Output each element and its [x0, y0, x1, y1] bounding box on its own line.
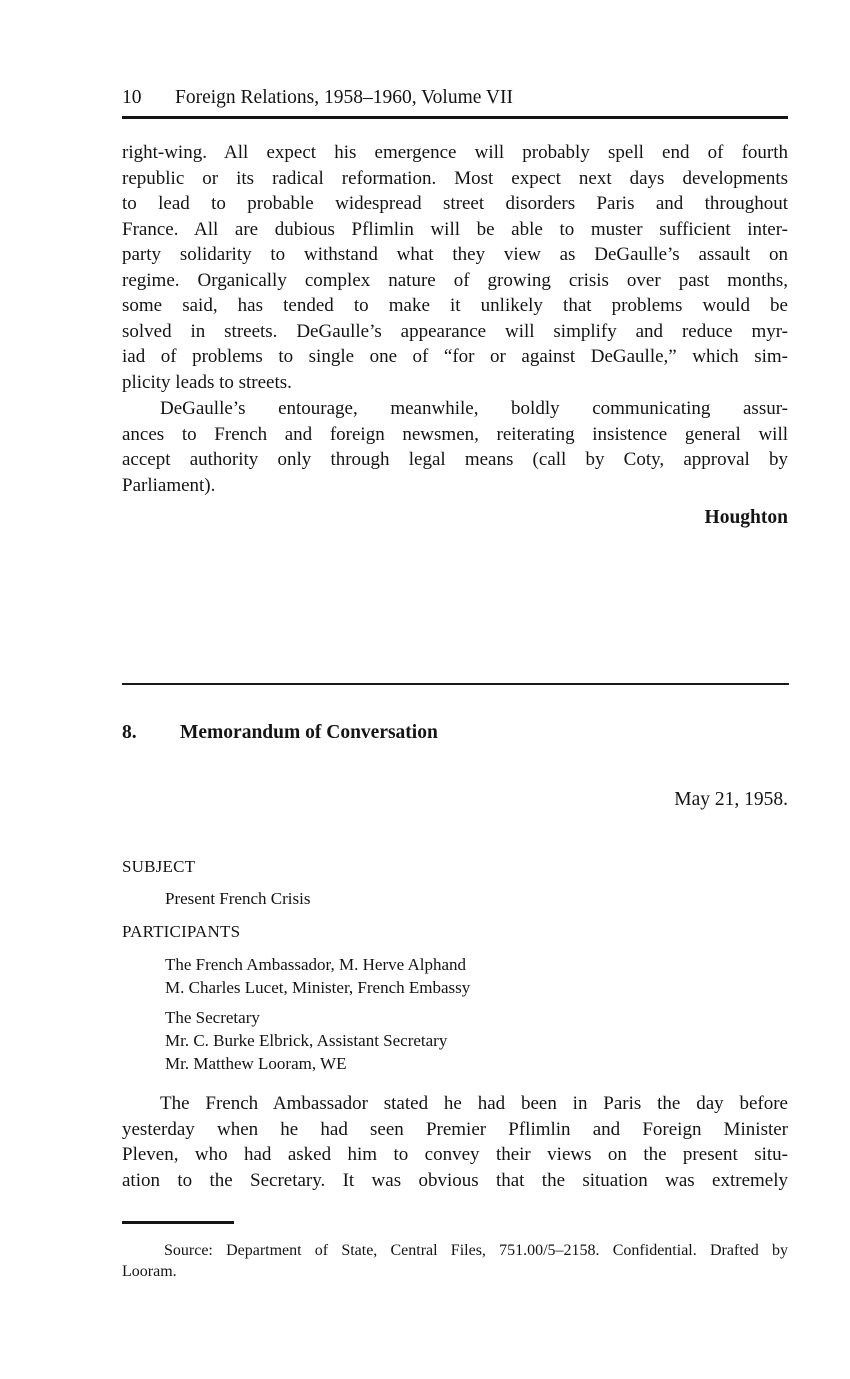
text-line: France. All are dubious Pflimlin will be able to muster sufficient inter-: [122, 218, 788, 240]
text-line: M. Charles Lucet, Minister, French Embassy: [165, 978, 471, 997]
body-paragraph: [122, 1091, 788, 1193]
text-line: plicity leads to streets.: [122, 371, 292, 393]
text-line: to lead to probable widespread street disorders Paris and throughout: [122, 193, 788, 214]
subject-label: SUBJECT: [122, 857, 196, 876]
document-heading: [122, 722, 788, 744]
text-line: yesterday when he had seen Premier Pflimlin and Foreign Minister: [122, 1118, 788, 1140]
participants-label: PARTICIPANTS: [122, 922, 241, 941]
participants-group-french: [165, 953, 765, 999]
text-line: Mr. Matthew Looram, WE: [165, 1054, 347, 1073]
text-line: Parliament).: [122, 474, 216, 496]
text-line: accept authority only through legal means (call by Coty, approval by: [122, 449, 788, 470]
text-line: some said, has tended to make it unlikely that problems would be: [122, 295, 788, 316]
signature-name: Houghton: [704, 507, 788, 528]
second-paragraph: [122, 396, 788, 498]
running-header: [122, 87, 788, 109]
continuation-paragraph: [122, 140, 788, 395]
text-line: solved in streets. DeGaulle’s appearance will simplify and reduce myr-: [122, 320, 788, 342]
text-line: Mr. C. Burke Elbrick, Assistant Secretary: [165, 1031, 448, 1050]
document-title: Memorandum of Conversation: [180, 722, 438, 743]
text-line: The French Ambassador stated he had been in Paris the day before: [160, 1093, 788, 1114]
text-line: ances to French and foreign newsmen, reiterating insistence general will: [122, 423, 788, 445]
text-line: DeGaulle’s entourage, meanwhile, boldly communicating assur-: [160, 398, 788, 419]
participants-group-us: [165, 1006, 765, 1075]
text-line: iad of problems to single one of “for or against DeGaulle,” which sim-: [122, 346, 788, 367]
volume-title: Foreign Relations, 1958–1960, Volume VII: [175, 87, 513, 108]
document-date: May 21, 1958.: [674, 789, 788, 810]
text-line: The Secretary: [165, 1008, 260, 1027]
text-line: Looram.: [122, 1263, 177, 1280]
text-line: republic or its radical reformation. Most expect next days developments: [122, 167, 788, 189]
text-line: party solidarity to withstand what they view as DeGaulle’s assault on: [122, 244, 788, 265]
page-number: 10: [122, 87, 142, 108]
footnote-text: [122, 1240, 788, 1282]
text-line: regime. Organically complex nature of growing crisis over past months,: [122, 269, 788, 291]
text-line: The French Ambassador, M. Herve Alphand: [165, 955, 467, 974]
text-line: ation to the Secretary. It was obvious that the situation was extremely: [122, 1169, 788, 1191]
text-line: right-wing. All expect his emergence will probably spell end of fourth: [122, 142, 788, 163]
document-number: 8.: [122, 722, 137, 743]
header-rule: [122, 116, 788, 119]
section-divider-rule: [122, 683, 789, 685]
footnote-rule: [122, 1221, 234, 1224]
text-line: Source: Department of State, Central Files, 751.00/5–2158. Confidential. Drafted by: [164, 1242, 788, 1259]
subject-value: Present French Crisis: [165, 889, 311, 908]
text-line: Pleven, who had asked him to convey their views on the present situ-: [122, 1144, 788, 1165]
